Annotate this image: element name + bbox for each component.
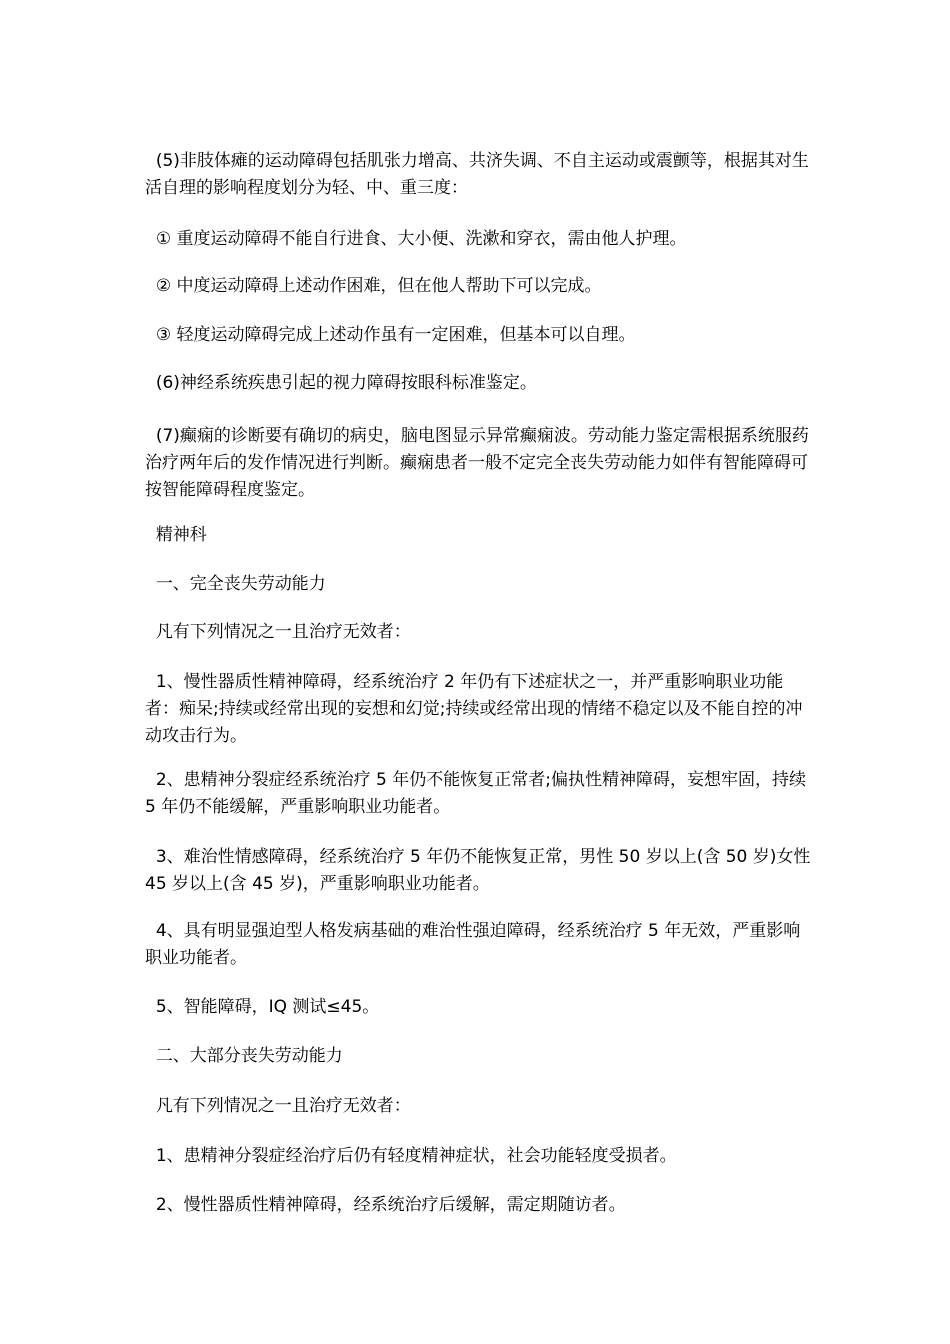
- heading-major-loss: 二、大部分丧失劳动能力: [145, 1046, 343, 1066]
- section-heading-psychiatry: 精神科: [145, 525, 207, 545]
- paragraph-severe-motor: ① 重度运动障碍不能自行进食、大小便、洗漱和穿衣，需由他人护理。: [145, 229, 687, 249]
- paragraph-item-1-organic: 1、慢性器质性精神障碍，经系统治疗 2 年仍有下述症状之一，并严重影响职业功能者：痴呆;持续或经常出现的妄想和幻觉;持续或经常出现的情绪不稳定以及不能自控的冲动攻击行为。: [145, 672, 803, 746]
- paragraph-mild-motor: ③ 轻度运动障碍完成上述动作虽有一定困难，但基本可以自理。: [145, 325, 636, 345]
- paragraph-item-2-schizophrenia: 2、患精神分裂症经系统治疗 5 年仍不能恢复正常者;偏执性精神障碍，妄想牢固，持续 5 年仍不能缓解，严重影响职业功能者。: [145, 770, 812, 817]
- paragraph-7-epilepsy: (7)癫痫的诊断要有确切的病史，脑电图显示异常癫痫波。劳动能力鉴定需根据系统服药治疗两年后的发作情况进行判断。癫痫患者一般不定完全丧失劳动能力如伴有智能障碍可按智能障碍程度鉴定。: [145, 426, 809, 500]
- paragraph-5-motor-disorder: (5)非肢体瘫的运动障碍包括肌张力增高、共济失调、不自主运动或震颤等，根据其对生活自理的影响程度划分为轻、中、重三度：: [145, 151, 809, 198]
- paragraph-item-5-iq: 5、智能障碍，IQ 测试≤45。: [145, 997, 380, 1017]
- paragraph-item-4-ocd: 4、具有明显强迫型人格发病基础的难治性强迫障碍，经系统治疗 5 年无效，严重影响职业功能者。: [145, 921, 801, 968]
- paragraph-conditions-intro-1: 凡有下列情况之一且治疗无效者：: [145, 622, 411, 642]
- paragraph-6-vision: (6)神经系统疾患引起的视力障碍按眼科标准鉴定。: [145, 373, 537, 393]
- paragraph-major-item-2: 2、慢性器质性精神障碍，经系统治疗后缓解，需定期随访者。: [145, 1195, 626, 1215]
- paragraph-moderate-motor: ② 中度运动障碍上述动作困难，但在他人帮助下可以完成。: [145, 276, 602, 296]
- paragraph-conditions-intro-2: 凡有下列情况之一且治疗无效者：: [145, 1096, 411, 1116]
- paragraph-item-3-affective: 3、难治性情感障碍，经系统治疗 5 年仍不能恢复正常，男性 50 岁以上(含 50 岁)女性 45 岁以上(含 45 岁)，严重影响职业功能者。: [145, 847, 816, 894]
- heading-complete-loss: 一、完全丧失劳动能力: [145, 574, 326, 594]
- paragraph-major-item-1: 1、患精神分裂症经治疗后仍有轻度精神症状，社会功能轻度受损者。: [145, 1146, 677, 1166]
